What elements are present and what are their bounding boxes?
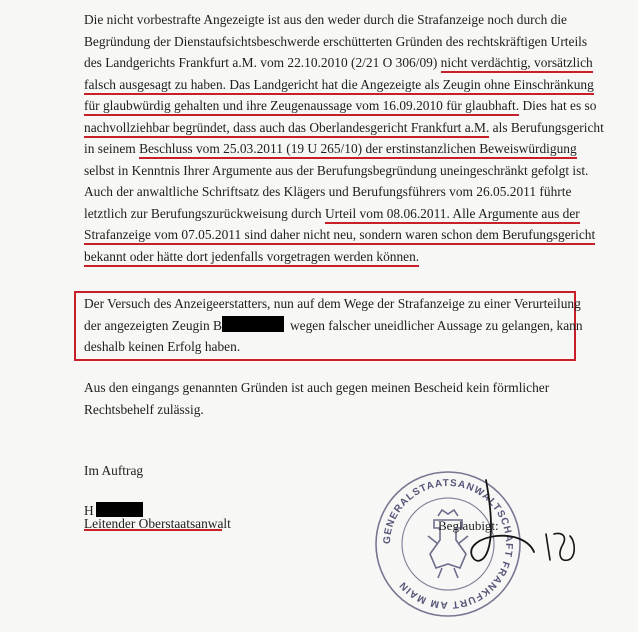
text-line: Begründung der Dienstaufsichtsbeschwerde erschütterten Gründen des rechtskräftigen Urteils bbox=[84, 33, 588, 49]
text-line: als Berufungsgericht bbox=[492, 119, 604, 135]
text-line: Dies hat es so bbox=[522, 98, 597, 113]
underlined-text: bekannt oder hätte dort jedenfalls vorgetragen werden können. bbox=[84, 249, 419, 267]
underlined-text: nicht verdächtig, vorsätzlich bbox=[441, 55, 593, 73]
underlined-text: für glaubwürdig gehalten und ihre Zeugenaussage vom 16.09.2010 für glaubhaft. bbox=[84, 98, 519, 116]
paragraph-main bbox=[84, 9, 604, 267]
underlined-text: nachvollziehbar begründet, dass auch das Oberlandesgericht Frankfurt a.M. bbox=[84, 120, 489, 138]
seal-ring-text: GENERALSTAATSANWALTSCHAFT FRANKFURT AM MAIN bbox=[381, 477, 515, 611]
text-line: deshalb keinen Erfolg haben. bbox=[84, 339, 241, 354]
text-line: Aus den eingangs genannten Gründen ist auch gegen meinen Bescheid kein förmlicher bbox=[84, 380, 550, 395]
underlined-text: Strafanzeige vom 07.05.2011 sind daher nicht neu, sondern waren schon dem Berufungsgericht bbox=[84, 227, 595, 245]
text-line: Rechtsbehelf zulässig. bbox=[84, 401, 204, 417]
paragraph-boxed bbox=[84, 293, 584, 358]
redaction-block bbox=[222, 316, 284, 332]
text-line: des Landgerichts Frankfurt a.M. vom 22.10.2010 (2/21 O 306/09) bbox=[84, 55, 438, 70]
text-line: der angezeigten Zeugin B bbox=[84, 317, 222, 333]
name-initial: H bbox=[84, 503, 94, 518]
signer-title-underline bbox=[84, 528, 222, 531]
text-line: wegen falscher uneidlicher Aussage zu gelangen, kann bbox=[289, 317, 583, 333]
underlined-text: falsch ausgesagt zu haben. Das Landgericht hat die Angezeigte als Zeugin ohne Einschränkung bbox=[84, 77, 594, 95]
text-line: Der Versuch des Anzeigeerstatters, nun auf dem Wege der Strafanzeige zu einer Verurteilung bbox=[84, 296, 581, 311]
text-line: Auch der anwaltliche Schriftsatz des Klägers und Berufungsführers vom 26.05.2011 führte bbox=[84, 184, 572, 199]
beglaubigt-label: Beglaubigt: bbox=[438, 518, 499, 533]
underlined-text: Beschluss vom 25.03.2011 (19 U 265/10) der erstinstanzlichen Beweiswürdigung bbox=[139, 141, 577, 159]
underlined-text: Urteil vom 08.06.2011. Alle Argumente aus der bbox=[325, 206, 580, 224]
signer-title: Leitender Oberstaatsanwalt bbox=[84, 516, 231, 531]
text-line: in seinem bbox=[84, 141, 136, 156]
text-line: letztlich zur Berufungszurückweisung durch bbox=[84, 205, 322, 221]
text-line: selbst in Kenntnis Ihrer Argumente aus der Berufungsbegründung uneingeschränkt gefolgt ist. bbox=[84, 162, 589, 178]
paragraph-remedy bbox=[84, 377, 584, 420]
closing-im-auftrag: Im Auftrag bbox=[84, 463, 144, 478]
text-line: Die nicht vorbestrafte Angezeigte ist aus den weder durch die Strafanzeige noch durch die bbox=[84, 12, 567, 27]
